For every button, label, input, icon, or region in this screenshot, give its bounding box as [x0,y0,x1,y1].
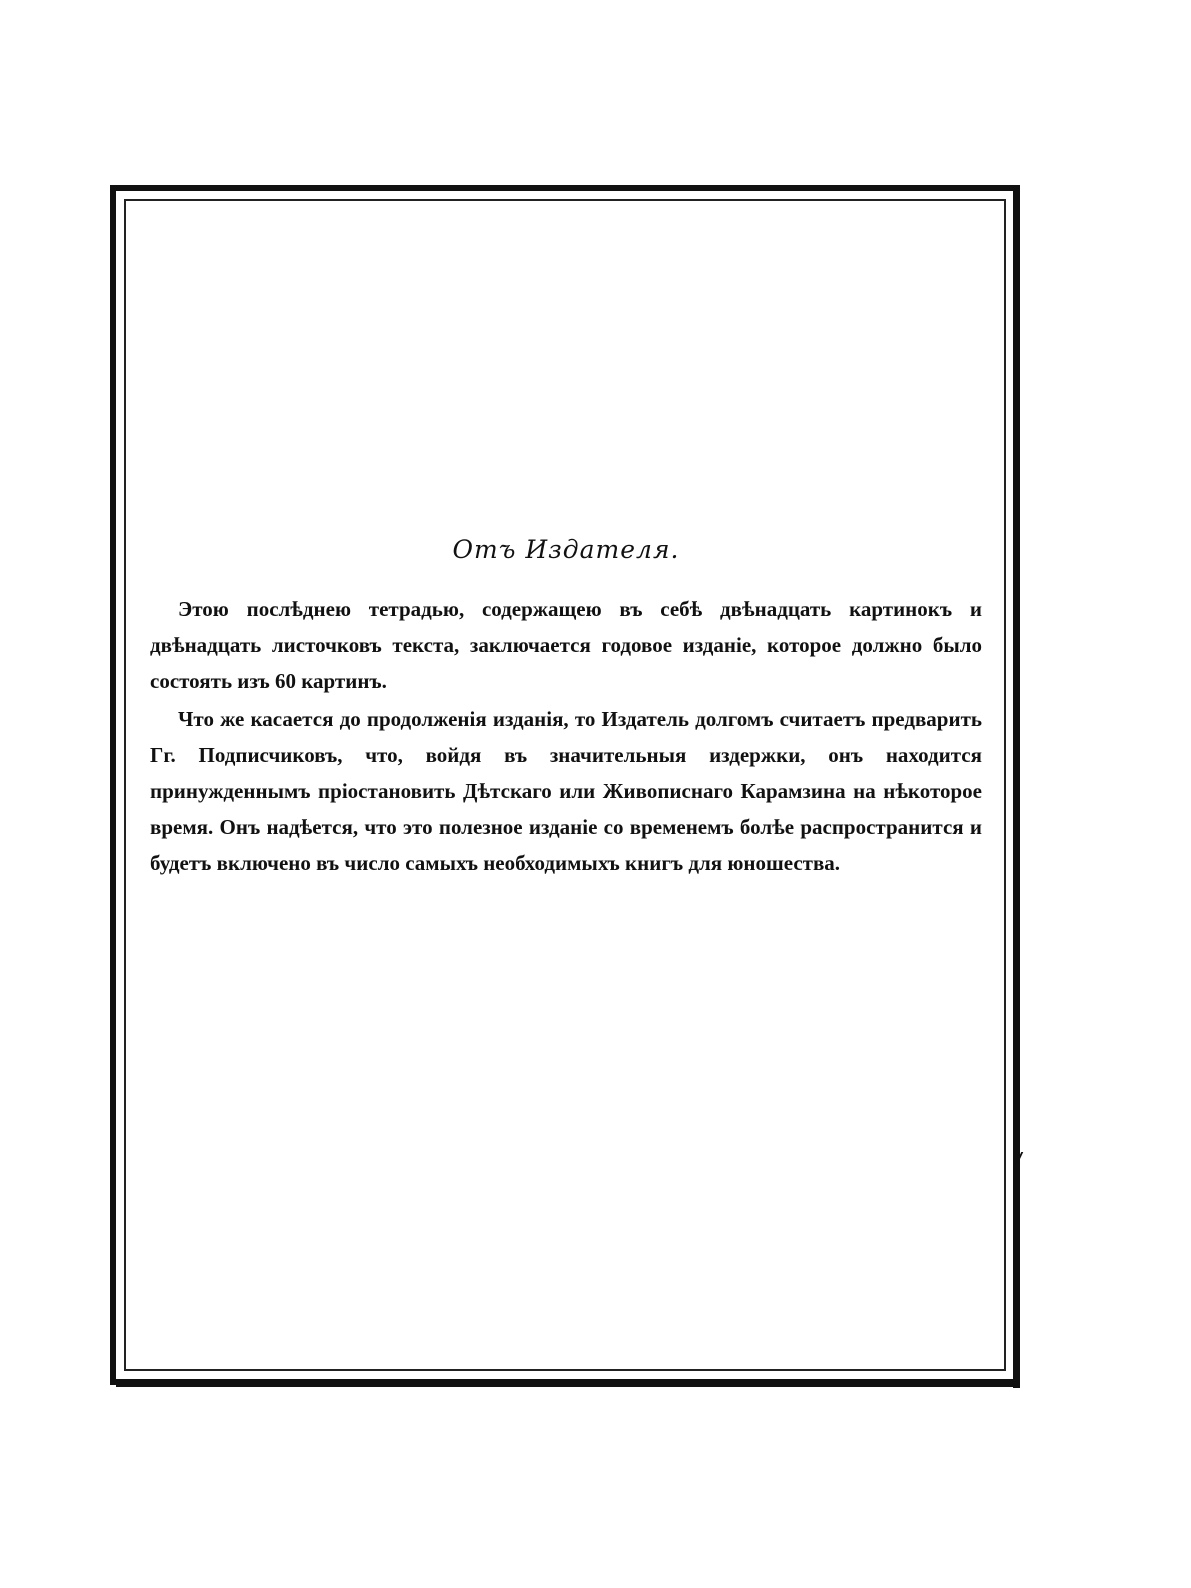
publisher-note [150,535,982,881]
frame-shadow-right [1013,190,1020,1388]
frame-shadow-bottom [116,1379,1020,1387]
paragraph-first: Этою послѣднею тетрадью, содержащею въ себѣ двѣнадцать картинокъ и двѣнадцать листочковъ текста, заключается годовое изданіе, которое должно было состоять изъ 60 картинъ. [150,597,982,693]
paragraph-second: Что же касается до продолженія изданія, то Издатель долгомъ считаетъ предварить Гг. Подписчиковъ, что, войдя въ значительныя издержки, онъ находится принужденнымъ пріостановить Дѣтскаго или Живописнаго Карамзина на нѣкоторое время. Онъ надѣется, что это полезное изданіе со временемъ болѣе распространится и будетъ включено въ число самыхъ необходимыхъ книгъ для юношества. [150,707,982,875]
page-heading: Отъ Издателя. [452,535,680,564]
